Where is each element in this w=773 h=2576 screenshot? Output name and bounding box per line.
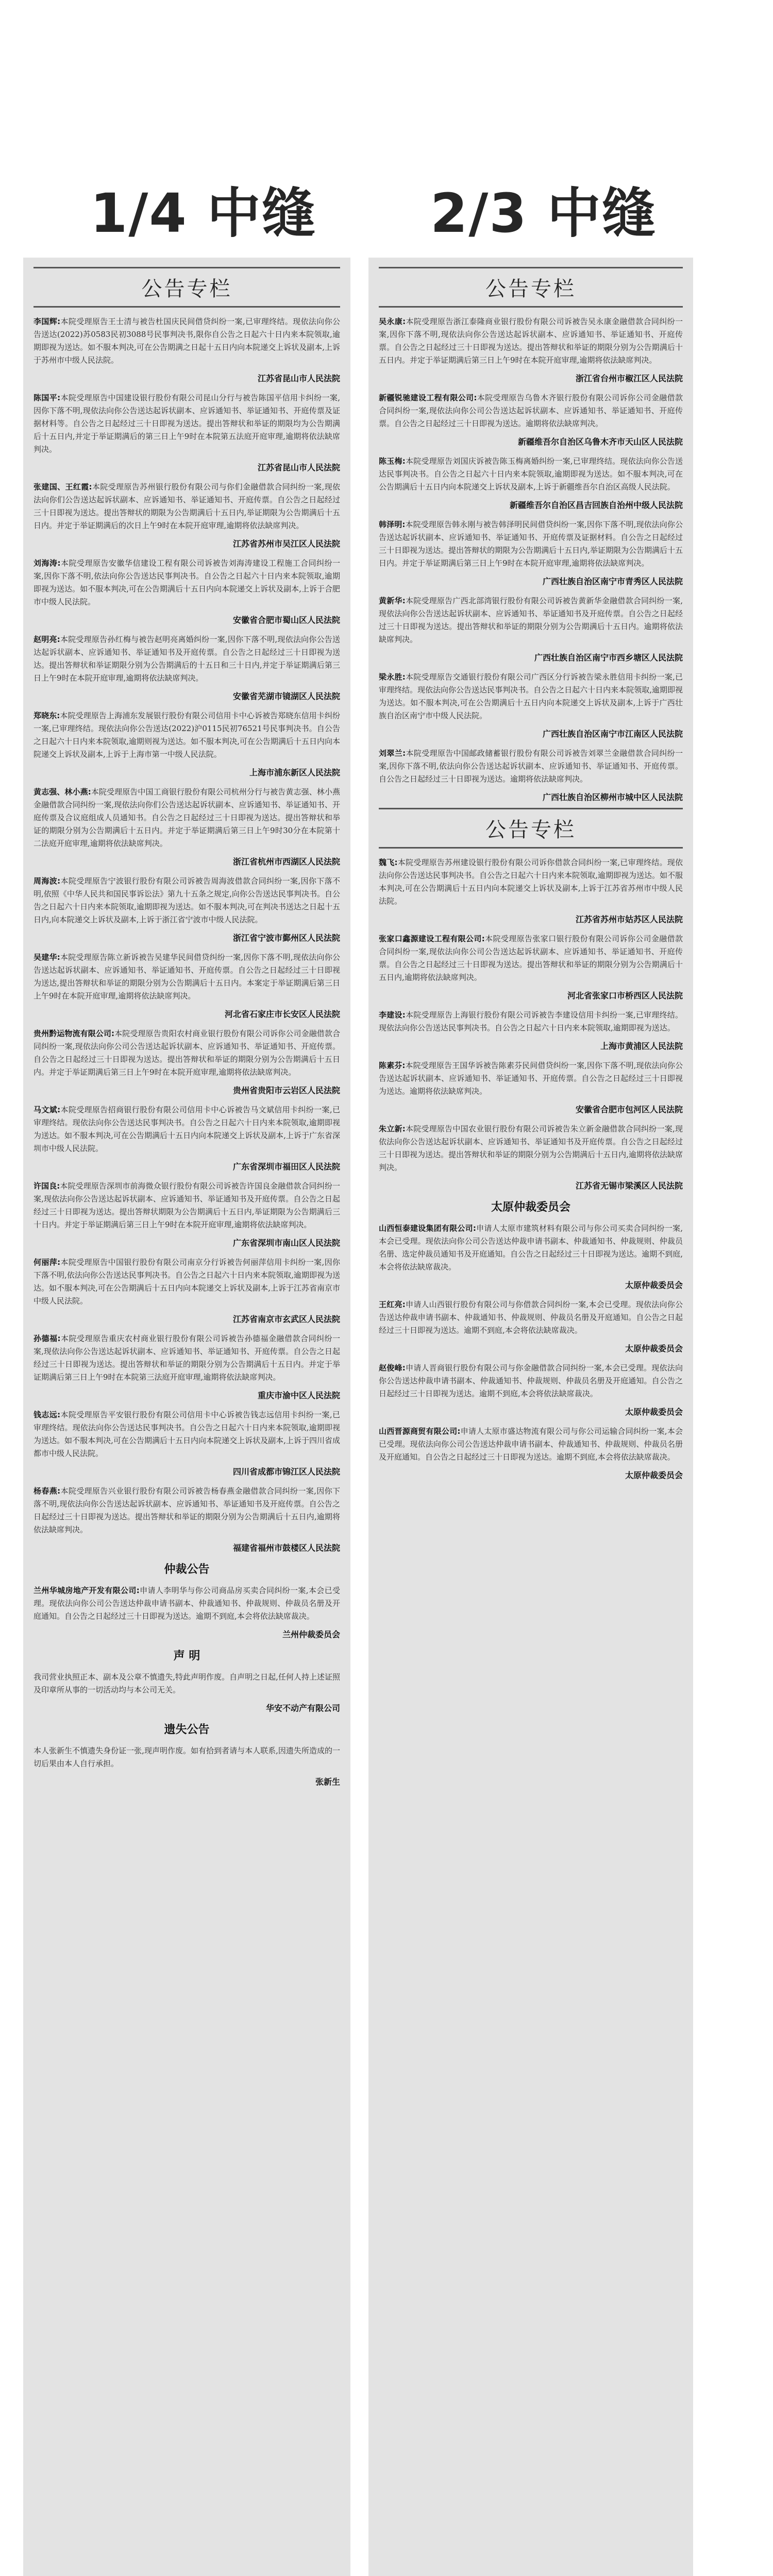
notice-text [379, 1123, 683, 1174]
notice-body: 本院受理原告深圳市前海微众银行股份有限公司诉被告许国良金融借款合同纠纷一案,现依法向你公告送达起诉状副本、应诉通知书、举证通知书及开庭传票。自公告之日起经过三十日即视为送达。提出答辩状期限为公告期满后十五日内,举证期限为公告期满后三十日内。并定于举证期满后第三日上午9时在本院开庭审理,逾期将依法缺席判决。 [33, 1181, 340, 1229]
notice-party: 贵州黔运物流有限公司: [33, 1029, 115, 1038]
notice-issuer: 兰州仲裁委员会 [282, 1630, 340, 1639]
notice-issuer: 广西壮族自治区南宁市江南区人民法院 [542, 729, 683, 739]
notice-party: 吴建华: [33, 953, 60, 962]
notice-text [379, 856, 683, 908]
left-notices-c [33, 1671, 340, 1714]
notice-issuer: 江苏省昆山市人民法院 [257, 463, 340, 472]
notice-text [379, 392, 683, 430]
notice-body: 本院受理原告中国工商银行股份有限公司杭州分行与被告黄志强、林小燕金融借款合同纠纷一案,现依法向你们公告送达起诉状副本、应诉通知书、举证通知书、开庭传票及合议庭组成人员通知书。自公告之日起经过三十日即视为送达。提出答辩状和举证的期限分别为公告期满后十五日内。并定于举证期满后第三日上午9时30分在本院第十二法庭开庭审理,逾期将依法缺席判决。 [33, 787, 340, 848]
right-column-title: 公告专栏 [379, 267, 683, 308]
notice-text [33, 392, 340, 456]
notice-issuer: 安徽省合肥市蜀山区人民法院 [232, 615, 340, 625]
notice-text [379, 933, 683, 984]
notice-issuer: 太原仲裁委员会 [625, 1470, 683, 1480]
notice-party: 山西晋源商贸有限公司: [379, 1427, 461, 1436]
left-fold-header: 1/4 中缝 [90, 182, 316, 245]
notice-text [33, 1256, 340, 1308]
notice-body: 我司营业执照正本、副本及公章不慎遗失,特此声明作废。自声明之日起,任何人持上述证照及印章所从事的一切活动均与本公司无关。 [33, 1672, 340, 1694]
notice-body: 本院受理原告中国银行股份有限公司南京分行诉被告何丽萍信用卡纠纷一案,因你下落不明,依法向你公告送达民事判决书。自公告之日起六十日内来本院领取,逾期即视为送达。如不服本判决,可在公告期满后十五日内向本院递交上诉状及副本,上诉于江苏省南京市中级人民法院。 [33, 1258, 340, 1306]
notice-text [379, 1009, 683, 1035]
notice-text [33, 1584, 340, 1623]
notice-body: 本院受理原告兴业银行股份有限公司诉被告杨春燕金融借款合同纠纷一案,因你下落不明,现依法向你公告送达起诉状副本、应诉通知书、举证通知书及开庭传票。自公告之日起经过三十日即视为送达。提出答辩状和举证的期限分别为公告期满后十五日内,逾期将依法缺席判决。 [33, 1486, 340, 1534]
notice-issuer: 福建省福州市鼓楼区人民法院 [232, 1543, 340, 1553]
notice-issuer: 贵州省贵阳市云岩区人民法院 [232, 1086, 340, 1095]
notice-text [33, 786, 340, 850]
notice-text [379, 595, 683, 646]
notice-text [379, 1362, 683, 1400]
notice-issuer: 太原仲裁委员会 [625, 1344, 683, 1353]
notice-text [33, 951, 340, 1003]
notice-body: 本院受理原告孙红梅与被告赵明亮离婚纠纷一案,因你下落不明,现依法向你公告送达起诉状副本、应诉通知书、举证通知书及开庭传票。自公告之日起经过三十日即视为送达。提出答辩状和举证期限分别为公告期满后的十五日和三十日内,并定于举证期满后第三日上午9时在本院开庭审理,逾期将依法缺席判决。 [33, 635, 341, 683]
notice-issuer: 浙江省宁波市鄞州区人民法院 [232, 933, 340, 943]
notice-party: 孙德福: [33, 1334, 61, 1343]
notice-party: 马文斌: [33, 1105, 61, 1114]
notice-body: 本院受理原告张家口银行股份有限公司诉你公司金融借款合同纠纷一案,现依法向你公司公告送达起诉状副本、应诉通知书、举证通知书、开庭传票。自公告之日起经过三十日即视为送达。提出答辩状和举证的期限分别为公告期满后十五日内,逾期将依法缺席判决。 [379, 934, 683, 982]
right-column-title-2: 公告专栏 [379, 808, 683, 849]
notice-text [33, 1104, 340, 1155]
notice-body: 本院受理原告苏州银行股份有限公司与你们金融借款合同纠纷一案,现依法向你们公告送达起诉状副本、应诉通知书、举证通知书、开庭传票。自公告之日起经过三十日即视为送达。提出答辩状的期限为公告期满后十五日内,举证期限为公告期满后十五日内。并定于举证期满后的次日上午9时在本院开庭审理,逾期将依法缺席判决。 [33, 482, 341, 530]
notice-party: 陈素芬: [379, 1061, 406, 1070]
notice-party: 郑晓东: [33, 711, 60, 720]
notice-party: 周海波: [33, 876, 61, 886]
notice-party: 兰州华城房地产开发有限公司: [33, 1586, 140, 1595]
notice-issuer: 江苏省昆山市人民法院 [257, 374, 340, 383]
notice-issuer: 浙江省杭州市西湖区人民法院 [232, 857, 340, 867]
notice-issuer: 江苏省南京市玄武区人民法院 [232, 1314, 340, 1324]
left-notices [33, 315, 340, 1553]
notice-issuer: 华安不动产有限公司 [265, 1703, 340, 1713]
left-section-lost-notice: 遗失公告 [164, 1723, 210, 1736]
left-notices-d [33, 1744, 340, 1787]
notice-body: 本院受理原告王士清与被告杜国庆民间借贷纠纷一案,已审理终结。现依法向你公告送达(2022)苏0583民初3088号民事判决书,限你自公告之日起六十日内来本院领取,逾期即视为送达。如不服本判决,可在公告期满之日起十五日内向本院递交上诉状及副本,上诉于苏州市中级人民法院。 [33, 317, 340, 365]
notice-body: 本院受理原告上海银行股份有限公司诉被告李建设信用卡纠纷一案,已审理终结。现依法向你公告送达民事判决书。自公告之日起六十日内来本院领取,逾期即视为送达。 [379, 1010, 683, 1032]
notice-text [33, 481, 340, 532]
notice-party: 黄新华: [379, 596, 406, 605]
notice-issuer: 安徽省合肥市包河区人民法院 [575, 1105, 683, 1114]
notice-body: 申请人太原市建筑材料有限公司与你公司买卖合同纠纷一案,本会已受理。现依法向你公司公告送达仲裁申请书副本、仲裁通知书、仲裁规则、仲裁员名册、选定仲裁员通知书及开庭通知。自公告之日起经过三十日即视为送达。逾期不到庭,本会将依法缺席裁决。 [379, 1224, 683, 1272]
notice-body: 本院受理原告安徽华信建设工程有限公司诉被告刘海涛建设工程施工合同纠纷一案,因你下落不明,依法向你公告送达民事判决书。自公告之日起六十日内来本院领取,逾期即视为送达。如不服本判决,可在公告期满后十五日内向本院递交上诉状及副本,上诉于合肥市中级人民法院。 [33, 558, 340, 606]
notice-issuer: 江苏省苏州市姑苏区人民法院 [575, 914, 683, 924]
notice-text [33, 1671, 340, 1697]
notice-body: 本院受理原告宁波银行股份有限公司诉被告周海波借款合同纠纷一案,因你下落不明,依照《中华人民共和国民事诉讼法》第九十五条之规定,向你公告送达民事判决书。自公告之日起六十日内来本院领取,逾期即视为送达。如不服本判决,可在判决书送达之日起十五日内,向本院递交上诉状及副本,上诉于浙江省宁波市中级人民法院。 [33, 876, 340, 924]
notice-body: 本院受理原告重庆农村商业银行股份有限公司诉被告孙德福金融借款合同纠纷一案,现依法向你公告送达起诉状副本、应诉通知书、举证通知书、开庭传票。自公告之日起经过三十日即视为送达。提出答辩状和举证的期限分别为公告期满后十五日内。并定于举证期满后第三日上午9时在本院第三法庭开庭审理,逾期将依法缺席判决。 [33, 1334, 340, 1382]
notice-party: 吴永康: [379, 317, 406, 326]
left-notices-b [33, 1584, 340, 1640]
notice-party: 梁永胜: [379, 672, 406, 682]
notice-text [33, 315, 340, 367]
notice-party: 赵俊峰: [379, 1363, 406, 1372]
notice-party: 陈玉梅: [379, 456, 406, 466]
notice-party: 许国良: [33, 1181, 60, 1191]
notice-issuer: 上海市黄浦区人民法院 [600, 1041, 683, 1051]
notice-issuer: 太原仲裁委员会 [625, 1407, 683, 1417]
notice-party: 黄志强、林小燕: [33, 787, 91, 796]
notice-body: 本院受理原告中国建设银行股份有限公司昆山分行与被告陈国平信用卡纠纷一案,因你下落不明,现依法向你公告送达起诉状副本、应诉通知书、举证通知书、开庭传票及证据材料等。自公告之日起经过三十日即视为送达。提出答辩状和举证的期限均为公告期满后十五日内,并定于举证期满后的第三日上午9时在本院第五法庭开庭审理,逾期将依法缺席判决。 [33, 393, 340, 454]
notice-text [379, 455, 683, 494]
left-notice-column [23, 258, 350, 2576]
notice-issuer: 四川省成都市锦江区人民法院 [232, 1467, 340, 1477]
notice-body: 本院受理原告中国农业银行股份有限公司诉被告朱立新金融借款合同纠纷一案,现依法向你公告送达起诉状副本、应诉通知书、举证通知书及开庭传票。自公告之日起经过三十日即视为送达。提出答辩状和举证的期限分别为公告期满后十五日内,逾期将依法缺席判决。 [379, 1124, 683, 1172]
notice-party: 赵明亮: [33, 635, 60, 644]
notice-issuer: 太原仲裁委员会 [625, 1280, 683, 1290]
notice-text [379, 1425, 683, 1464]
notice-text [379, 1222, 683, 1274]
notice-body: 申请人李明华与你公司商品房买卖合同纠纷一案,本会已受理。现依法向你公司公告送达仲裁申请书副本、仲裁通知书、仲裁规则、仲裁员名册及开庭通知。自公告之日起经过三十日即视为送达。逾期不到庭,本会将依法缺席裁决。 [33, 1586, 340, 1621]
notice-body: 本院受理原告韩永刚与被告韩泽明民间借贷纠纷一案,因你下落不明,现依法向你公告送达起诉状副本、应诉通知书、举证通知书、开庭传票及证据材料。自公告之日起经过三十日即视为送达。提出答辩状的期限为公告期满后十五日内,举证期限为公告期满后十五日内。并定于举证期满后第三日上午9时在本院开庭审理,逾期将依法缺席判决。 [379, 520, 683, 568]
notice-issuer: 江苏省苏州市吴江区人民法院 [232, 539, 340, 549]
notice-body: 本院受理原告平安银行股份有限公司信用卡中心诉被告钱志远信用卡纠纷一案,已审理终结。现依法向你公告送达民事判决书。自公告之日起六十日内来本院领取,逾期即视为送达。如不服本判决,可在公告期满后十五日内向本院递交上诉状及副本,上诉于四川省成都市中级人民法院。 [33, 1410, 340, 1458]
notice-issuer: 浙江省台州市椒江区人民法院 [575, 374, 683, 383]
right-notices [379, 315, 683, 803]
notice-issuer: 广西壮族自治区南宁市青秀区人民法院 [542, 577, 683, 586]
notice-party: 山西恒泰建设集团有限公司: [379, 1224, 476, 1233]
notice-body: 本院受理原告浙江泰隆商业银行股份有限公司诉被告吴永康金融借款合同纠纷一案,因你下落不明,现依法向你公告送达起诉状副本、应诉通知书、举证通知书、开庭传票。自公告之日起经过三十日即视为送达。提出答辩状和举证的期限分别为公告期满后十五日内。并定于举证期满后第三日上午9时在本院开庭审理,逾期将依法缺席判决。 [379, 317, 683, 365]
right-fold-header: 2/3 中缝 [430, 182, 657, 245]
notice-body: 本院受理原告招商银行股份有限公司信用卡中心诉被告马文斌信用卡纠纷一案,已审理终结。现依法向你公告送达民事判决书。自公告之日起六十日内来本院领取,逾期即视为送达。如不服本判决,可在公告期满后十五日内向本院递交上诉状及副本,上诉于广东省深圳市中级人民法院。 [33, 1105, 340, 1153]
notice-issuer: 河北省石家庄市长安区人民法院 [224, 1009, 340, 1019]
notice-body: 本院受理原告中国邮政储蓄银行股份有限公司诉被告刘翠兰金融借款合同纠纷一案,因你下落不明,依法向你公告送达起诉状副本、应诉通知书、举证通知书、开庭传票。自公告之日起经过三十日即视为送达。逾期将依法缺席判决。 [379, 749, 683, 784]
notice-text [33, 709, 340, 761]
notice-party: 陈国平: [33, 393, 61, 402]
notice-party: 韩泽明: [379, 520, 406, 529]
notice-text [33, 1180, 340, 1231]
notice-issuer: 广西壮族自治区南宁市西乡塘区人民法院 [534, 653, 683, 663]
notice-text [33, 875, 340, 926]
notice-issuer: 重庆市渝中区人民法院 [257, 1391, 340, 1400]
notice-text [33, 1744, 340, 1770]
notice-body: 本院受理原告陈立新诉被告吴建华民间借贷纠纷一案,因你下落不明,现依法向你公告送达起诉状副本、应诉通知书、举证通知书、开庭传票。自公告之日起经过三十日即视为送达,提出答辩状和举证的期限分别为公告期满后十五日内。本案定于举证期满后第三日上午9时在本院开庭审理,逾期将依法缺席判决。 [33, 953, 341, 1001]
left-section-arbitration: 仲裁公告 [164, 1563, 210, 1576]
notice-text [379, 1298, 683, 1337]
notice-issuer: 新疆维吾尔自治区昌吉回族自治州中级人民法院 [509, 500, 683, 510]
right-section-arbitration: 太原仲裁委员会 [491, 1201, 570, 1214]
notice-body: 本院受理原告乌鲁木齐银行股份有限公司诉你公司金融借款合同纠纷一案,现依法向你公司公告送达起诉状副本、应诉通知书、举证通知书、开庭传票。自公告之日起经过三十日即视为送达。逾期将依法缺席判决。 [379, 393, 683, 428]
notice-body: 申请人太原市盛达物流有限公司与你公司运输合同纠纷一案,本会已受理。现依法向你公司公告送达仲裁申请书副本、仲裁通知书、仲裁规则、仲裁员名册及开庭通知。自公告之日起经过三十日即视为送达。逾期不到庭,本会将依法缺席裁决。 [379, 1427, 683, 1462]
notice-text [33, 1027, 340, 1079]
notice-issuer: 广东省深圳市南山区人民法院 [232, 1238, 340, 1248]
notice-text [379, 747, 683, 786]
notice-text [379, 315, 683, 367]
notice-party: 魏飞: [379, 858, 398, 867]
notice-issuer: 广西壮族自治区柳州市城中区人民法院 [542, 792, 683, 802]
notice-body: 本人张新生不慎遗失身份证一张,现声明作废。如有拾到者请与本人联系,因遗失所造成的一切后果由本人自行承担。 [33, 1746, 340, 1768]
notice-party: 李建设: [379, 1010, 406, 1020]
notice-party: 王红亮: [379, 1300, 406, 1309]
notice-issuer: 上海市浦东新区人民法院 [249, 768, 340, 777]
notice-text [379, 1059, 683, 1098]
notice-body: 本院受理原告苏州建设银行股份有限公司诉你借款合同纠纷一案,已审理终结。现依法向你公告送达民事判决书。自公告之日起六十日内来本院领取,逾期即视为送达。如不服本判决,可在公告期满后十五日内向本院递交上诉状及副本,上诉于江苏省苏州市中级人民法院。 [379, 858, 683, 906]
notice-body: 本院受理原告刘国庆诉被告陈玉梅离婚纠纷一案,已审理终结。现依法向你公告送达民事判决书。自公告之日起六十日内来本院领取,逾期即视为送达。如不服本判决,可在公告期满后十五日内向本院递交上诉状及副本,上诉于新疆维吾尔自治区高级人民法院。 [379, 456, 683, 492]
notice-text [33, 1409, 340, 1460]
notice-text [379, 671, 683, 722]
left-section-statement: 声 明 [173, 1650, 200, 1663]
notice-issuer: 张新生 [315, 1777, 340, 1787]
right-notices-c [379, 1222, 683, 1481]
notice-party: 新疆锐驰建设工程有限公司: [379, 393, 477, 402]
left-column-title: 公告专栏 [33, 267, 340, 308]
notice-text [33, 1485, 340, 1536]
right-notices-b [379, 856, 683, 1191]
notice-text [379, 518, 683, 570]
notice-body: 本院受理原告王国华诉被告陈素芬民间借贷纠纷一案,因你下落不明,现依法向你公告送达起诉状副本、应诉通知书、举证通知书、开庭传票。自公告之日起经过三十日即视为送达。逾期将依法缺席判决。 [379, 1061, 683, 1096]
notice-party: 张建国、王红霞: [33, 482, 92, 492]
notice-text [33, 633, 340, 685]
notice-party: 钱志远: [33, 1410, 61, 1419]
right-notice-column [368, 258, 693, 2576]
notice-party: 杨春燕: [33, 1486, 61, 1496]
notice-party: 李国辉: [33, 317, 61, 326]
notice-issuer: 安徽省芜湖市镜湖区人民法院 [232, 691, 340, 701]
notice-issuer: 河北省张家口市桥西区人民法院 [567, 991, 683, 1001]
notice-body: 本院受理原告上海浦东发展银行股份有限公司信用卡中心诉被告郑晓东信用卡纠纷一案,已审理终结。现依法向你公告送达(2022)沪0115民初76521号民事判决书。自公告之日起六十日内来本院领取,逾期则视为送达。如不服本判决,可在公告期满后十五日内向本院递交上诉状及副本,上诉于上海市第一中级人民法院。 [33, 711, 340, 759]
notice-body: 申请人晋商银行股份有限公司与你金融借款合同纠纷一案,本会已受理。现依法向你公告送达仲裁申请书副本、仲裁通知书、仲裁规则、仲裁员名册及开庭通知。自公告之日起经过三十日即视为送达。逾期不到庭,本会将依法缺席裁决。 [379, 1363, 683, 1398]
notice-body: 本院受理原告广西北部湾银行股份有限公司诉被告黄新华金融借款合同纠纷一案,现依法向你公告送达起诉状副本、应诉通知书、举证通知书及开庭传票。自公告之日起经过三十日即视为送达。提出答辩状和举证的期限分别为公告期满后十五日内。逾期将依法缺席判决。 [379, 596, 683, 644]
notice-party: 张家口鑫源建设工程有限公司: [379, 934, 485, 943]
notice-text [33, 1332, 340, 1384]
notice-party: 朱立新: [379, 1124, 406, 1133]
notice-issuer: 新疆维吾尔自治区乌鲁木齐市天山区人民法院 [517, 437, 683, 447]
notice-party: 刘海涛: [33, 558, 61, 568]
notice-issuer: 江苏省无锡市梁溪区人民法院 [575, 1181, 683, 1191]
notice-body: 本院受理原告贵阳农村商业银行股份有限公司诉你公司金融借款合同纠纷一案,现依法向你公司公告送达起诉状副本、应诉通知书、举证通知书、开庭传票。自公告之日起经过三十日即视为送达。提出答辩状和举证的期限分别为公告期满后十五日内。并定于举证期满后第三日上午9时在本院开庭审理,逾期将依法缺席判决。 [33, 1029, 340, 1077]
notice-party: 刘翠兰: [379, 749, 406, 758]
notice-body: 申请人山西银行股份有限公司与你借款合同纠纷一案,本会已受理。现依法向你公告送达仲裁申请书副本、仲裁通知书、仲裁规则、仲裁员名册及开庭通知。自公告之日起经过三十日即视为送达。逾期不到庭,本会将依法缺席裁决。 [379, 1300, 683, 1335]
notice-text [33, 557, 340, 608]
notice-body: 本院受理原告交通银行股份有限公司广西区分行诉被告梁永胜信用卡纠纷一案,已审理终结。现依法向你公告送达民事判决书。自公告之日起六十日内来本院领取,逾期即视为送达。如不服本判决,可在公告期满后十五日内向本院递交上诉状及副本,上诉于广西壮族自治区南宁市中级人民法院。 [379, 672, 683, 720]
notice-party: 何丽萍: [33, 1258, 61, 1267]
notice-issuer: 广东省深圳市福田区人民法院 [232, 1162, 340, 1172]
